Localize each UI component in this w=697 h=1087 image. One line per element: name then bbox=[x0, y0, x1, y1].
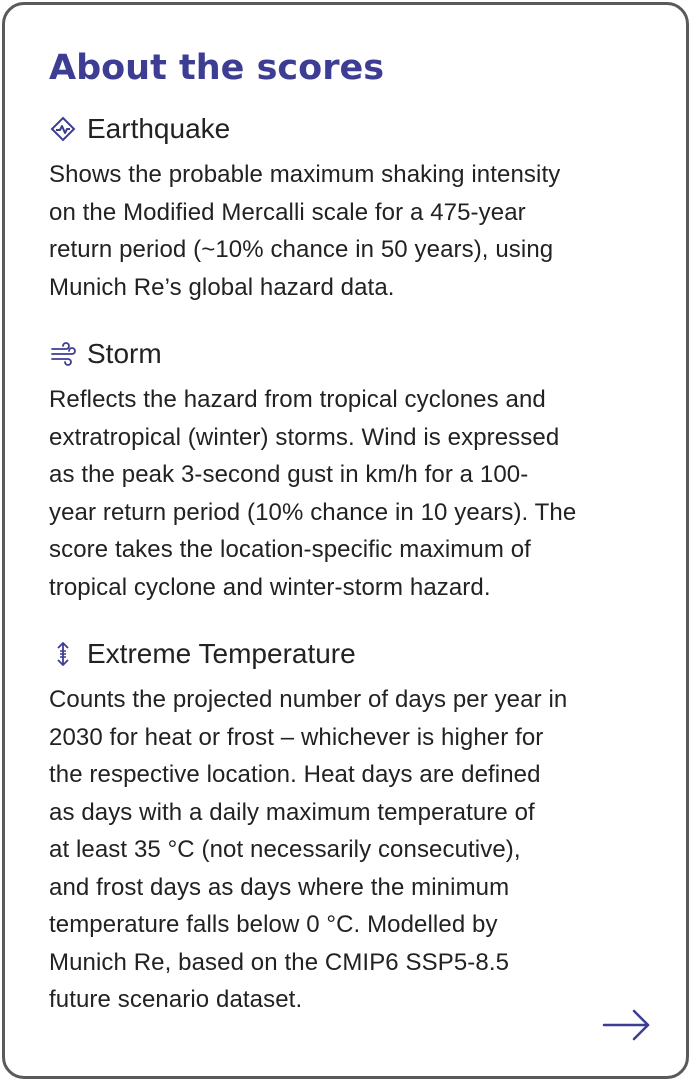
section-heading bbox=[49, 635, 659, 673]
arrow-right-icon[interactable] bbox=[600, 1007, 654, 1043]
section-body: Counts the projected number of days per year in 2030 for heat or frost – whichever is higher for the respective location. Heat days are defined as days with a daily maximum temperature of at least 35 °C (not necessarily consecutive), and frost days as days where the minimum temperature falls below 0 °C. Modelled by Munich Re, based on the CMIP6 SSP5-8.5 future scenario dataset. bbox=[49, 686, 568, 1013]
page-title: About the scores bbox=[49, 48, 385, 88]
section-heading-label: Storm bbox=[87, 338, 162, 369]
earthquake-icon bbox=[49, 115, 77, 143]
about-scores-card bbox=[2, 2, 689, 1079]
section-body: Shows the probable maximum shaking intensity on the Modified Mercalli scale for a 475-year return period (~10% chance in 50 years), using Munich Re’s global hazard data. bbox=[49, 161, 561, 301]
section-heading bbox=[49, 110, 659, 148]
section-extreme-temperature bbox=[49, 635, 659, 1019]
section-earthquake bbox=[49, 110, 659, 306]
section-heading bbox=[49, 335, 659, 373]
temperature-icon bbox=[49, 640, 77, 668]
section-body: Reflects the hazard from tropical cyclones and extratropical (winter) storms. Wind is expressed as the peak 3-second gust in km/h for a 100- year return period (10% chance in 10 years). The score takes the location-specific maximum of tropical cyclone and winter-storm hazard. bbox=[49, 386, 577, 601]
section-heading-label: Earthquake bbox=[87, 113, 231, 144]
wind-icon bbox=[49, 340, 77, 368]
section-storm bbox=[49, 335, 659, 606]
section-heading-label: Extreme Temperature bbox=[87, 638, 356, 669]
